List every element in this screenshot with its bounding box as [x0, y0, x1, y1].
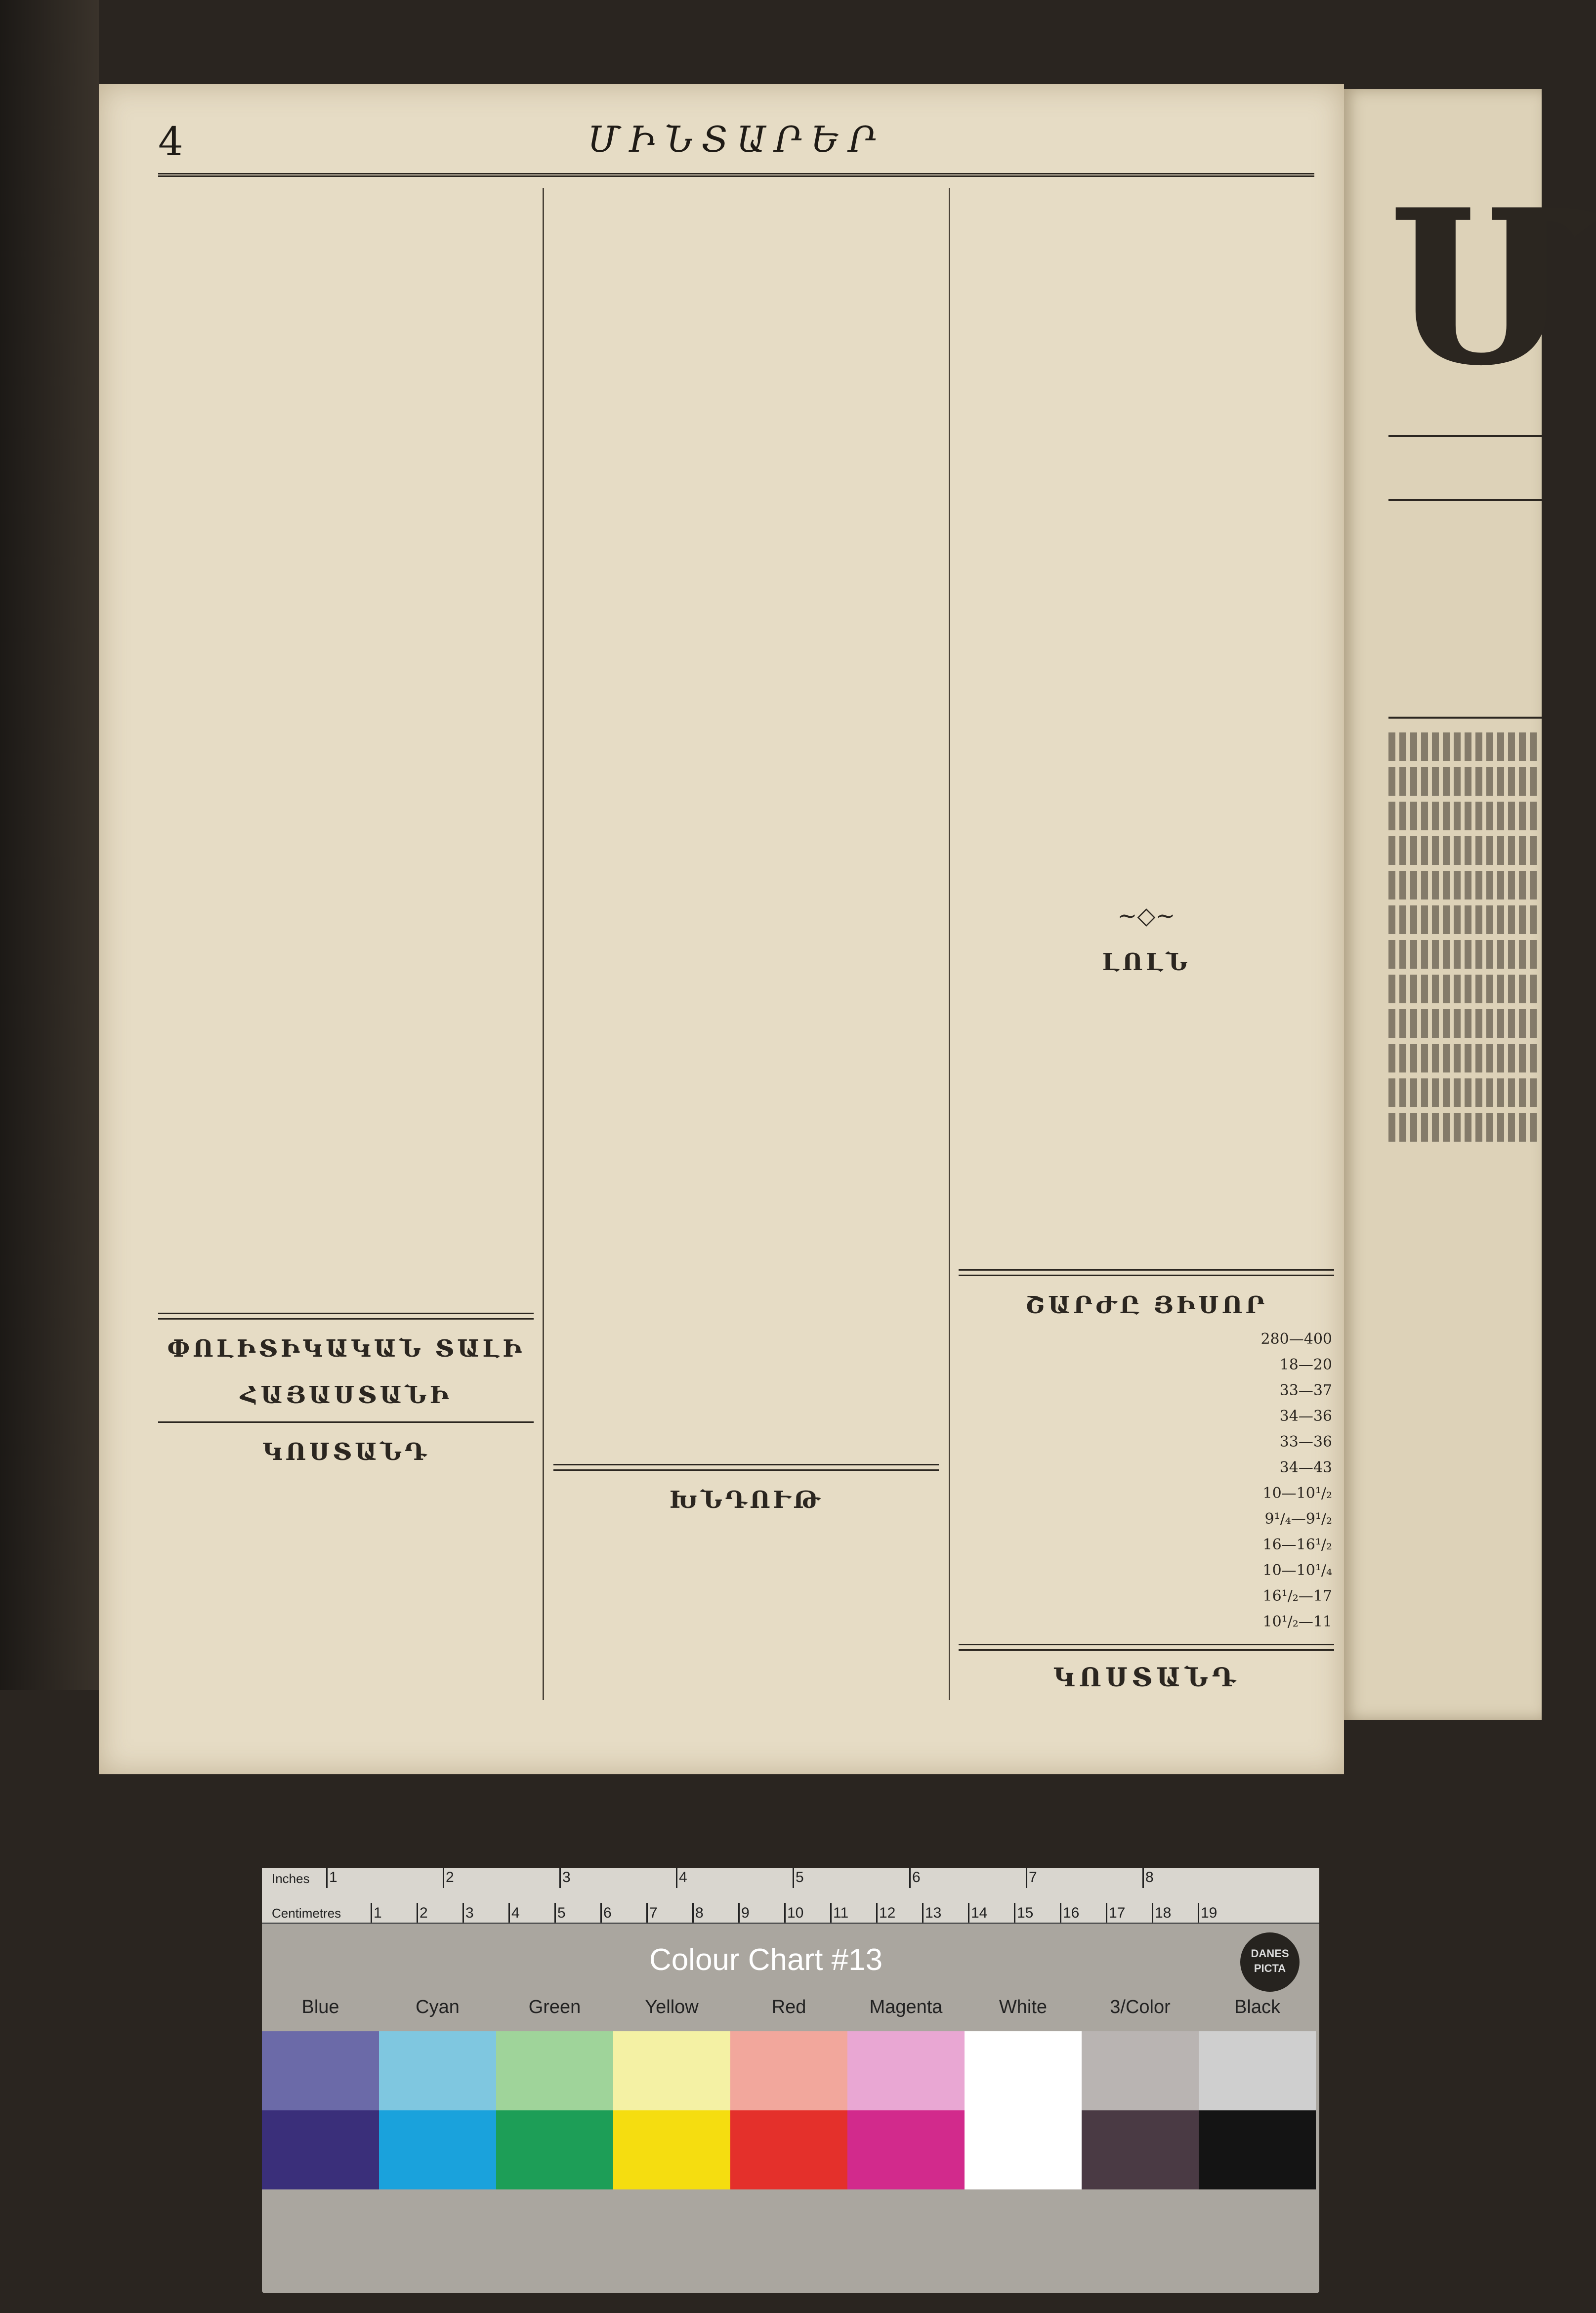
article-paragraph — [158, 747, 534, 1024]
section-divider — [959, 1269, 1334, 1276]
cm-tick-label: 3 — [465, 1905, 474, 1921]
book-spine — [0, 0, 99, 1690]
column-rule — [949, 188, 950, 1700]
cm-tick-label: 19 — [1201, 1905, 1218, 1921]
cm-tick-label: 4 — [511, 1905, 520, 1921]
column-3 — [959, 188, 1334, 1700]
swatch-label: Magenta — [869, 1997, 943, 2017]
inch-tick — [909, 1868, 911, 1888]
cm-tick-label: 1 — [374, 1905, 382, 1921]
facing-text-line — [1388, 905, 1537, 934]
facing-text-line — [1388, 871, 1537, 900]
facing-text-line — [1388, 1044, 1537, 1072]
cm-tick — [692, 1903, 694, 1923]
price-item — [959, 1609, 976, 1635]
section-title: ԽՆԴՈՒԹ — [669, 1486, 823, 1514]
imprint-city: ԿՈՍՏԱՆԴ — [1053, 1663, 1240, 1693]
price-item — [959, 1532, 976, 1558]
price-price: 10¹/₂—11 — [1262, 1613, 1332, 1630]
cm-tick-label: 11 — [833, 1905, 849, 1921]
swatch-label: 3/Color — [1110, 1997, 1171, 2017]
price-unit — [976, 1532, 994, 1558]
inches-label: Inches — [272, 1871, 310, 1886]
facing-text-line — [1388, 975, 1537, 1003]
swatch-dark — [496, 2110, 613, 2189]
cm-tick-label: 2 — [420, 1905, 428, 1921]
column-1 — [158, 188, 534, 1700]
price-row — [959, 1429, 1334, 1455]
page-header — [158, 119, 1314, 177]
rule — [1388, 435, 1542, 437]
section-subtitle: ՀԱՅԱՍՏԱՆԻ — [240, 1381, 452, 1409]
inch-tick-label: 2 — [446, 1869, 454, 1885]
inch-tick — [443, 1868, 444, 1888]
cm-tick — [738, 1903, 740, 1923]
price-item — [959, 1506, 976, 1532]
swatch-light — [613, 2031, 730, 2110]
swatch-label: White — [999, 1997, 1048, 2017]
cm-tick-label: 8 — [695, 1905, 704, 1921]
ornament-divider: ~◇~ — [1117, 902, 1176, 930]
swatch-light — [496, 2031, 613, 2110]
swatch-light — [1199, 2031, 1316, 2110]
price-item — [959, 1455, 976, 1481]
inch-tick — [559, 1868, 561, 1888]
swatch-label: Yellow — [645, 1997, 699, 2017]
swatch-dark — [730, 2110, 847, 2189]
price-price: 10—10¹/₄ — [1262, 1562, 1332, 1579]
price-price: 10—10¹/₂ — [1262, 1485, 1332, 1502]
price-unit — [976, 1506, 994, 1532]
centimetres-label: Centimetres — [272, 1906, 341, 1921]
swatch-light — [262, 2031, 379, 2110]
cm-tick-label: 7 — [649, 1905, 658, 1921]
cm-tick — [1198, 1903, 1199, 1923]
article-paragraph — [553, 188, 939, 465]
inch-tick — [1026, 1868, 1027, 1888]
masthead-title: ՄԻՆՏԱՐԵՐ — [588, 119, 885, 160]
price-row — [959, 1532, 1334, 1558]
swatch-dark — [965, 2110, 1082, 2189]
inch-tick — [676, 1868, 677, 1888]
article-paragraph — [959, 468, 1334, 744]
colour-chart-card — [262, 1868, 1319, 2293]
facing-text-line — [1388, 767, 1537, 796]
cm-tick — [508, 1903, 510, 1923]
cm-tick — [1060, 1903, 1061, 1923]
price-unit — [976, 1455, 994, 1481]
section-title: ՓՈԼԻՏԻԿԱԿԱՆ ՏԱԼԻ — [167, 1335, 525, 1363]
swatch-label: Black — [1234, 1997, 1280, 2017]
swatch-dark — [1199, 2110, 1316, 2189]
inch-tick-label: 1 — [329, 1869, 337, 1885]
chart-title: Colour Chart #13 — [649, 1943, 883, 1977]
price-price: 280—400 — [1260, 1330, 1332, 1348]
column-rule — [543, 188, 544, 1700]
swatch-label: Blue — [301, 1997, 339, 2017]
inch-tick — [1142, 1868, 1144, 1888]
price-item — [959, 1404, 976, 1429]
swatch-dark — [613, 2110, 730, 2189]
section-title: ԼՈԼՆ — [1102, 948, 1191, 976]
cm-tick — [1014, 1903, 1015, 1923]
swatch-dark — [262, 2110, 379, 2189]
price-unit — [976, 1558, 994, 1584]
inch-tick — [326, 1868, 328, 1888]
cm-tick — [1106, 1903, 1107, 1923]
newspaper-page — [99, 84, 1344, 1774]
cm-tick-label: 14 — [971, 1905, 988, 1921]
ruler — [262, 1868, 1319, 1924]
price-unit — [976, 1481, 994, 1506]
price-item — [959, 1378, 976, 1404]
price-price: 16—16¹/₂ — [1262, 1536, 1332, 1553]
swatch-dark — [379, 2110, 496, 2189]
price-price: 9¹/₄—9¹/₂ — [1264, 1510, 1332, 1528]
swatch-label: Red — [771, 1997, 806, 2017]
swatch-dark — [847, 2110, 965, 2189]
price-item — [959, 1558, 976, 1584]
section-divider — [959, 1644, 1334, 1651]
cm-tick — [371, 1903, 372, 1923]
inch-tick-label: 3 — [562, 1869, 571, 1885]
swatch-light — [730, 2031, 847, 2110]
facing-text-line — [1388, 940, 1537, 969]
cm-tick-label: 16 — [1063, 1905, 1080, 1921]
cm-tick — [554, 1903, 556, 1923]
swatch-dark — [1082, 2110, 1199, 2189]
cm-tick — [830, 1903, 832, 1923]
cm-tick — [968, 1903, 969, 1923]
article-paragraph — [158, 468, 534, 744]
price-row — [959, 1481, 1334, 1506]
column-2 — [553, 188, 939, 1700]
price-price: 16¹/₂—17 — [1262, 1587, 1332, 1605]
inch-tick-label: 4 — [679, 1869, 687, 1885]
price-row — [959, 1352, 1334, 1378]
cm-tick — [922, 1903, 924, 1923]
cm-tick — [462, 1903, 464, 1923]
inch-tick-label: 6 — [912, 1869, 921, 1885]
facing-text-line — [1388, 732, 1537, 761]
cm-tick-label: 18 — [1155, 1905, 1172, 1921]
price-row — [959, 1558, 1334, 1584]
inch-tick-label: 7 — [1029, 1869, 1037, 1885]
facing-text-line — [1388, 1009, 1537, 1038]
price-price: 33—36 — [1279, 1433, 1332, 1451]
price-row — [959, 1506, 1334, 1532]
price-unit — [976, 1584, 994, 1609]
price-price: 18—20 — [1279, 1356, 1332, 1373]
cm-tick — [646, 1903, 648, 1923]
divider — [158, 1421, 534, 1423]
price-unit — [976, 1609, 994, 1635]
article-paragraph — [553, 1027, 939, 1304]
price-unit — [976, 1429, 994, 1455]
city-heading: ԿՈՍՏԱՆԴ — [262, 1438, 429, 1466]
article-paragraph — [959, 747, 1334, 896]
page-number: 4 — [158, 119, 183, 165]
article-paragraph — [553, 1307, 939, 1455]
price-item — [959, 1481, 976, 1506]
rule — [1388, 717, 1542, 719]
price-item — [959, 1352, 976, 1378]
article-paragraph — [553, 468, 939, 744]
price-unit — [976, 1327, 994, 1352]
article-paragraph — [158, 1027, 534, 1304]
masthead-initial: Մ — [1388, 163, 1596, 413]
cm-tick — [600, 1903, 602, 1923]
cm-tick-label: 10 — [787, 1905, 804, 1921]
swatch-light — [965, 2031, 1082, 2110]
price-unit — [976, 1352, 994, 1378]
price-unit — [976, 1404, 994, 1429]
article-paragraph — [959, 984, 1334, 1260]
article-paragraph — [553, 747, 939, 1024]
cm-tick-label: 5 — [557, 1905, 566, 1921]
price-row — [959, 1378, 1334, 1404]
cm-tick-label: 15 — [1017, 1905, 1034, 1921]
cm-tick-label: 9 — [741, 1905, 750, 1921]
price-table — [959, 1327, 1334, 1635]
swatch-label: Cyan — [416, 1997, 460, 2017]
rule — [1388, 499, 1542, 501]
cm-tick-label: 13 — [925, 1905, 942, 1921]
price-row — [959, 1455, 1334, 1481]
price-item — [959, 1429, 976, 1455]
price-row — [959, 1584, 1334, 1609]
cm-tick-label: 17 — [1109, 1905, 1126, 1921]
facing-text-line — [1388, 1113, 1537, 1142]
swatch-light — [1082, 2031, 1199, 2110]
facing-text-line — [1388, 802, 1537, 830]
brand-logo: DANES PICTA — [1240, 1932, 1300, 1992]
facing-page — [1344, 89, 1596, 1720]
price-price: 34—43 — [1279, 1459, 1332, 1476]
cm-tick — [1152, 1903, 1153, 1923]
article-paragraph — [158, 1473, 534, 1622]
price-price: 34—36 — [1279, 1408, 1332, 1425]
price-row — [959, 1327, 1334, 1352]
cm-tick — [417, 1903, 418, 1923]
cm-tick — [876, 1903, 878, 1923]
cm-tick — [784, 1903, 786, 1923]
cm-tick-label: 12 — [879, 1905, 896, 1921]
swatch-label: Green — [528, 1997, 581, 2017]
price-row — [959, 1609, 1334, 1635]
facing-text-line — [1388, 1078, 1537, 1107]
inch-tick-label: 8 — [1145, 1869, 1154, 1885]
article-paragraph — [553, 1521, 939, 1798]
section-divider — [553, 1464, 939, 1471]
cm-tick-label: 6 — [603, 1905, 612, 1921]
price-row — [959, 1404, 1334, 1429]
price-item — [959, 1584, 976, 1609]
price-unit — [976, 1378, 994, 1404]
facing-text-line — [1388, 836, 1537, 865]
inch-tick — [793, 1868, 794, 1888]
inch-tick-label: 5 — [796, 1869, 804, 1885]
article-paragraph — [959, 188, 1334, 465]
swatch-light — [847, 2031, 965, 2110]
section-divider — [158, 1313, 534, 1320]
price-item — [959, 1327, 976, 1352]
market-title: ՇԱՐԺԸ ՅԻՍՈՐ — [1025, 1291, 1268, 1319]
price-price: 33—37 — [1279, 1382, 1332, 1399]
facing-text-block — [1388, 727, 1537, 1148]
article-paragraph — [158, 188, 534, 465]
article-paragraph — [158, 1625, 534, 1773]
swatch-light — [379, 2031, 496, 2110]
